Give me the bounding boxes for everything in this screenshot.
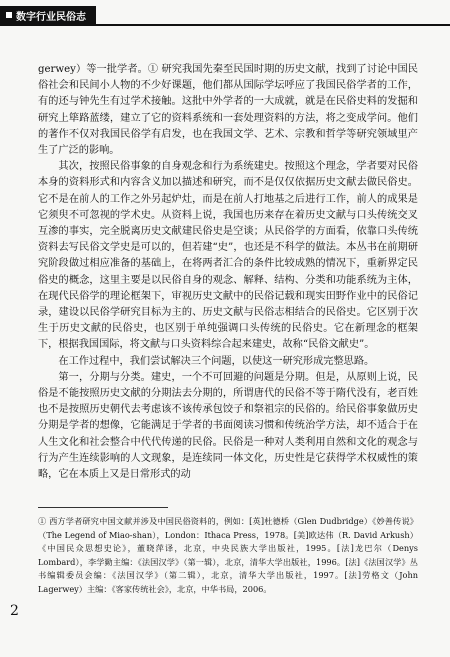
paragraph-1: gerwey）等一批学者。① 研究我国先秦至民国时期的历史文献，找到了讨论中国民俗社会和民间小人物的不少好课题，他们都从国际学坛呼应了我国民俗学者的工作，有的还与钟先生有过学术接触。这批中外学者的一大成就，就是在民俗史料的发掘和研究上筚路蓝缕，建立了它的资料系统和一套处理资料的方法，将之变成学问。他们的著作不仅对我国民俗学有启发，也在我国文学、艺术、宗教和哲学等研究领域里产生了广泛的影响。 <box>38 64 418 157</box>
paragraph-4: 第一，分期与分类。建史，一个不可回避的问题是分期。但是，从原则上说，民俗是不能按照历史文献的分期法去分期的，所谓唐代的民俗不等于隋代没有，老百姓也不是按照历史朝代去考虑该不该传承包饺子和祭祖宗的民俗的。给民俗事象做历史分期是学者的想像，它能满足于学者的书面阅读习惯和传统治学方法，却不适合于在人生文化和社会整合中代代传递的民俗。民俗是一种对人类利用自然和文化的观念与行为产生连续影响的人文现象，是连续同一体文化，历史性是它获得学术权威性的策略，它在本质上又是日常形式的动 <box>38 371 418 481</box>
paragraph-2: 其次，按照民俗事象的自身观念和行为系统建史。按照这个理念，学者要对民俗本身的资料形式和内容含义加以描述和研究，而不是仅仅依据历史文献去做民俗史。它不是在前人的工作之外另起炉灶，而是在前人打地基之后进行工作，前人的成果是它须臾不可忽视的学术史。从资料上说，我国也历来存在着历史文献与口头传统交叉互渗的事实，完全脱离历史文献建民俗史是空谈；从民俗学的方面看，依靠口头传统资料去写民俗文学史是可以的，但若建“史”，也还是不科学的做法。本丛书在前期研究阶段做过相应准备的基础上，在将两者汇合的条件比较成熟的情况下，重新界定民俗史的概念，这里主要是以民俗自身的观念、解释、结构、分类和功能系统为主体，在现代民俗学的理论框架下，审视历史文献中的民俗记载和现实田野作业中的民俗记录，建设以民俗学研究目标为主的、历史文献与民俗志相结合的民俗史。它区别于次生于历史文献的民俗史，也区别于单纯强调口头传统的民俗史。它在新理念的框架下，根据我国国际，将文献与口头资料综合起来建史，故称“民俗文献史”。 <box>38 161 418 351</box>
footnote-rule <box>38 507 168 508</box>
paragraph-3: 在工作过程中，我们尝试解决三个问题，以使这一研究形成完整思路。 <box>58 355 375 367</box>
header-title: 数字行业民俗志 <box>16 11 86 23</box>
footnote-1: ① 西方学者研究中国文献并涉及中国民俗资料的，例如：[英]杜德桥（Glen Dudbridge）《妙善传说》（The Legend of Miao-shan），London：Ithaca Press，1978。[美]欧达伟（R. David Arkush）《中国民众思想史论》，董晓萍译，北京，中央民族大学出版社，1995。[法]龙巴尔（Denys Lombard），李学勤主编：《法国汉学》（第一辑），北京，清华大学出版社，1996。[法]《法国汉学》丛书编辑委员会编：《法国汉学》（第二辑），北京，清华大学出版社，1997。[法]劳格文（John Lagerwey）主编：《客家传统社会》，北京，中华书局，2006。 <box>38 516 418 594</box>
running-header <box>0 0 450 40</box>
footnotes <box>38 515 418 596</box>
page-number: 2 <box>10 603 19 619</box>
header-tab <box>0 6 96 24</box>
square-bullet-icon <box>6 12 12 18</box>
main-text <box>38 62 418 483</box>
header-rule <box>0 24 450 26</box>
